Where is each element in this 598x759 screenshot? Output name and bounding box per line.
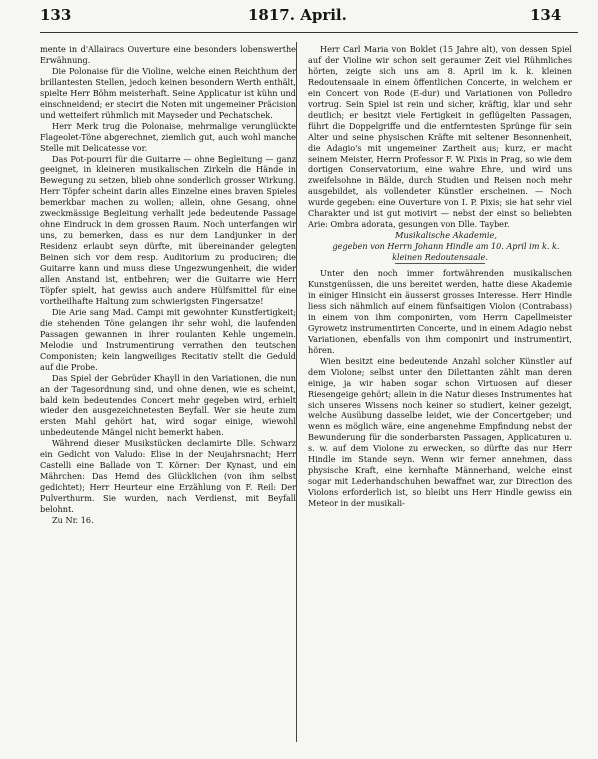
paragraph: Die Polonaise für die Violine, welche einen Reichthum der brillantesten Stellen, jedoch keinen besondern Werth enthält, spielte Herr Böhm meisterhaft. Seine Applicatur ist kühn und einschneidend; er stecirt die Noten mit ungemeiner Präcision und wetteifert rühmlich mit Mayseder und Pechatschek.	[40, 65, 296, 120]
header-rule	[40, 32, 578, 33]
column-divider	[296, 42, 297, 742]
paragraph: Unter den noch immer fortwährenden musikalischen Kunstgenüssen, die uns bereitet werden, hatte diese Akademie in einiger Hinsicht ein äusserst grosses Interesse. Herr Hindle liess sich nähmlich auf einem fünfsaitigen Violon (Contrabass) in einem von ihm componirten, vom Herrn Capellmeister Gyrowetz instrumentirten Concerte, und in einem Adagio nebst Variationen, ebenfalls von ihm componirt und instrumentirt, hören.	[308, 268, 572, 355]
page-header	[0, 6, 598, 34]
paragraph: Das Spiel der Gebrüder Khayll in den Variationen, die nun an der Tagesordnung sind, und ohne denen, wie es scheint, bald kein bedeutendes Concert mehr gegeben wird, erhielt wieder den ausgezeichnetesten Beyfall. Wer sie heute zum ersten Mahl gehört hat, wird sogar einige, wiewohl unbedeutende Mängel nicht bemerkt haben.	[40, 372, 296, 438]
right-column	[308, 44, 572, 749]
paragraph: Herr Carl Maria von Boklet (15 Jahre alt), von dessen Spiel auf der Violine wir schon seit geraumer Zeit viel Rühmliches hörten, zeigte sich uns am 8. April im k. k. kleinen Redoutensaale in einem öffentlichen Concerte, in welchem er ein Concert von Rode (E-dur) und Variationen von Polledro vortrug. Sein Spiel ist rein und sicher, kräftig, klar und sehr deutlich; er besitzt viele Fertigkeit in geflügelten Passagen, führt die Doppelgriffe und die entferntesten Sprünge für sein Alter und seine physischen Kräfte mit seltener Besonnenheit, die Adagio's mit ungemeiner Zartheit aus; kurz, er macht seinem Meister, Herrn Professor F. W. Pixis in Prag, so wie dem dortigen Conservatorium, eine wahre Ehre, und wird uns zweifelsohne in Bälde, durch Studien und Reisen noch mehr ausgebildet, als vollendeter Künstler erscheinen. — Noch wurde gegeben: eine Ouverture von I. P. Pixis; sie hat sehr viel Charakter und ist gut motivirt — nebst der einst so beliebten Arie: Ombra adorata, gesungen von Dlle. Tayber.	[308, 44, 572, 230]
page-number-right: 134	[530, 6, 562, 24]
page-title: 1817. April.	[248, 6, 347, 24]
paragraph: Herr Merk trug die Polonaise, mehrmalige verunglückte Flageolet-Töne abgerechnet, ziemlich gut, auch wohl manche Stelle mit Delicatesse vor.	[40, 120, 296, 153]
paragraph: Während dieser Musikstücken declamirte Dlle. Schwarz ein Gedicht von Valudo: Elise in der Neujahrsnacht; Herr Castelli eine Ballade von T. Körner: Der Kynast, und ein Mährchen: Das Hemd des Glücklichen (von ihm selbst gedichtet); Herr Heurteur eine Erzählung von F. Reil: Der Pulverthurm. Sie wurden, nach Verdienst, mit Beyfall belohnt.	[40, 438, 296, 515]
page-number-left: 133	[40, 6, 72, 24]
paragraph: Das Pot-pourri für die Guitarre — ohne Begleitung — ganz geeignet, in kleineren musikalischen Zirkeln die Hände in Bewegung zu setzen, blieb ohne sonderlich grosser Wirkung. Herr Töpfer scheint darin alles Einzelne eines braven Spieles bemerkbar machen zu wollen; allein, ohne Gesang, ohne zweckmässige Begleitung verhallt jede bedeutende Passage ohne Eindruck in dem grossen Raum. Noch unterfangen wir uns, zu bemerken, dass es nur dem Landjunker in der Residenz erlaubt seyn dürfte, mit übereinander gelegten Beinen sich vor dem resp. Auditorium zu produciren; die Guitarre kann und muss diese Ungezwungenheit, die wider allen Anstand ist, entbehren; wer die Guitarre wie Herr Töpfer spielt, hat gewiss auch andere Hülfsmittel für eine vortheilhafte Haltung zum schwierigsten Fingersatze!	[40, 153, 296, 306]
paragraph: mente in d'Allairacs Ouverture eine besonders lobenswerthe Erwähnung.	[40, 44, 296, 65]
section-subtitle: gegeben von Herrn Johann Hindle am 10. April im k. k. kleinen Redoutensaale.	[332, 241, 560, 263]
section-rule	[395, 263, 485, 264]
footnote-reference: Zu Nr. 16.	[52, 514, 94, 525]
section-title: Musikalische Akademie,	[394, 230, 498, 241]
left-column	[40, 44, 296, 749]
paragraph: Wien besitzt eine bedeutende Anzahl solcher Künstler auf dem Violone; selbst unter den Dilettanten zählt man deren einige, ja wir haben sogar schon Virtuosen auf dieser Riesengeige gehört; allein in die Natur dieses Instrumentes hat sich unseres Wissens noch keiner so studiert, keiner gezeigt, welche Ausübung dasselbe leidet, wie der Concertgeber; und wenn es möglich wäre, eine angenehme Empfindung nebst der Bewunderung für die sonderbarsten Passagen, Applicaturen u. s. w. auf dem Violone zu erwecken, so dürfte das nur Herr Hindle im Stande seyn. Wenn wir ferner annehmen, dass physische Kraft, eine kernhafte Männerhand, welche einst sogar mit Lederhandschuhen bewaffnet war, zur Direction des Violons erforderlich ist, so bleibt uns Herr Hindle gewiss ein Meteor in der musikali-	[308, 355, 572, 509]
paragraph: Die Arie sang Mad. Campi mit gewohnter Kunstfertigkeit; die stehenden Töne gelangen ihr sehr wohl, die laufenden Passagen gewannen in ihrer roulanten Kehle ungemein. Melodie und Instrumentirung verrathen den teutschen Componisten; kein langweiliges Recitativ stellt die Geduld auf die Probe.	[40, 306, 296, 372]
